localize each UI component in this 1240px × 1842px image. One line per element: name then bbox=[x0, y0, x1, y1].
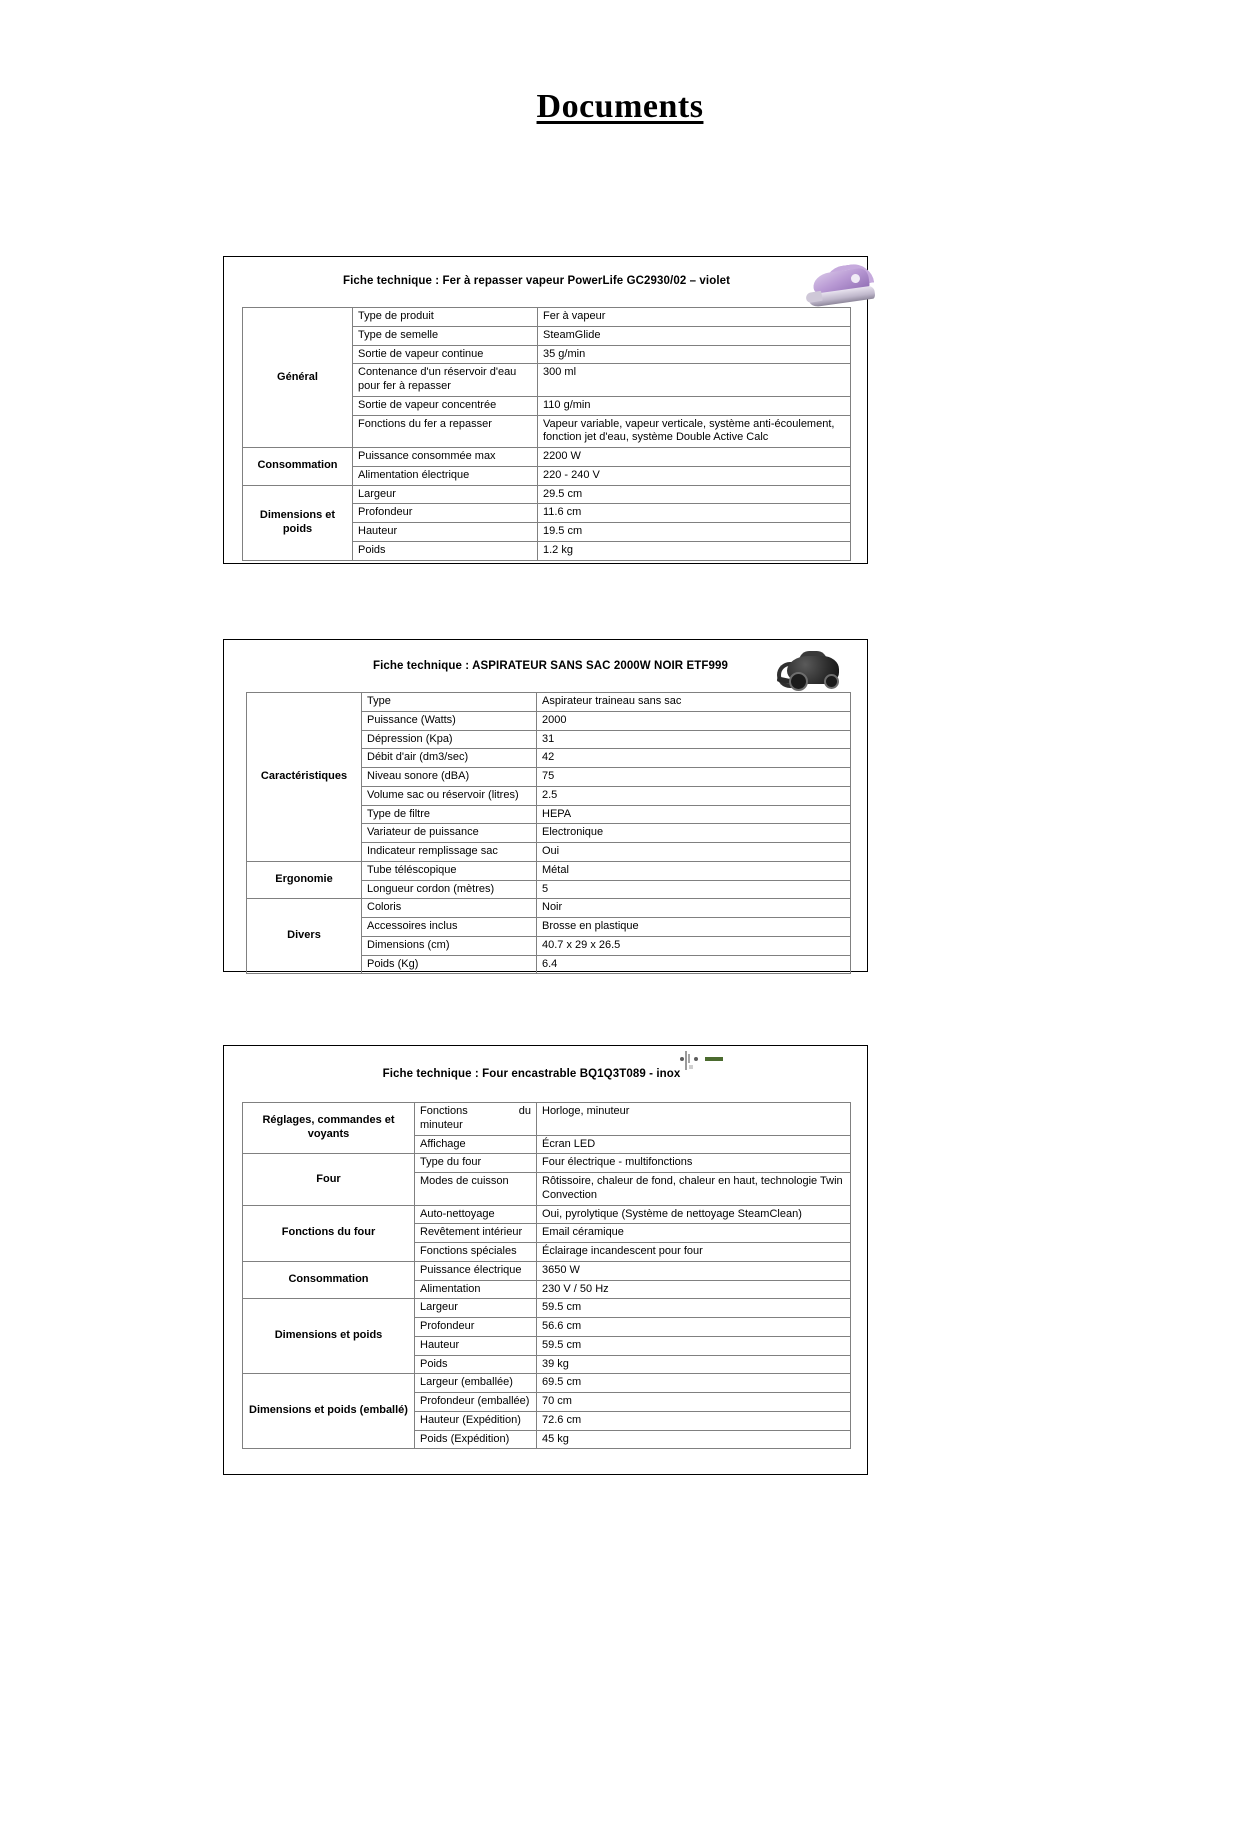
table-row bbox=[243, 1154, 851, 1173]
spec-key: Modes de cuisson bbox=[415, 1173, 537, 1206]
spec-key: Auto-nettoyage bbox=[415, 1205, 537, 1224]
spec-value: Aspirateur traineau sans sac bbox=[537, 693, 851, 712]
spec-key: Alimentation bbox=[415, 1280, 537, 1299]
spec-key: Profondeur bbox=[353, 504, 538, 523]
spec-value: 19.5 cm bbox=[538, 523, 851, 542]
spec-category: Caractéristiques bbox=[247, 693, 362, 862]
spec-value: 230 V / 50 Hz bbox=[537, 1280, 851, 1299]
spec-category: Consommation bbox=[243, 1261, 415, 1299]
spec-category: Dimensions et poids bbox=[243, 1299, 415, 1374]
spec-value: Vapeur variable, vapeur verticale, système anti-écoulement, fonction jet d'eau, système Double Active Calc bbox=[538, 415, 851, 448]
spec-value: 35 g/min bbox=[538, 345, 851, 364]
spec-value: 75 bbox=[537, 768, 851, 787]
table-row bbox=[243, 1103, 851, 1136]
table-row bbox=[247, 861, 851, 880]
spec-value: Four électrique - multifonctions bbox=[537, 1154, 851, 1173]
spec-key: Volume sac ou réservoir (litres) bbox=[362, 786, 537, 805]
spec-sheet-vacuum bbox=[223, 639, 868, 972]
spec-value: 31 bbox=[537, 730, 851, 749]
spec-category: Ergonomie bbox=[247, 861, 362, 899]
spec-category: Dimensions et poids bbox=[243, 485, 353, 560]
spec-key: Type de semelle bbox=[353, 326, 538, 345]
spec-key: Puissance consommée max bbox=[353, 448, 538, 467]
table-row bbox=[243, 448, 851, 467]
spec-key: Puissance (Watts) bbox=[362, 711, 537, 730]
spec-value: 42 bbox=[537, 749, 851, 768]
spec-category: Général bbox=[243, 308, 353, 448]
spec-value: 39 kg bbox=[537, 1355, 851, 1374]
spec-sheet-header bbox=[224, 640, 867, 682]
table-row bbox=[247, 693, 851, 712]
spec-key: Alimentation électrique bbox=[353, 466, 538, 485]
spec-sheet-header bbox=[224, 1046, 867, 1096]
spec-key bbox=[415, 1103, 537, 1136]
spec-sheet-oven bbox=[223, 1045, 868, 1475]
spec-value: 2000 bbox=[537, 711, 851, 730]
spec-value: 6.4 bbox=[537, 955, 851, 974]
spec-value: Brosse en plastique bbox=[537, 918, 851, 937]
spec-key-part-right: du bbox=[518, 1105, 531, 1117]
table-row bbox=[243, 308, 851, 327]
spec-key: Poids (Kg) bbox=[362, 955, 537, 974]
spec-sheet-header bbox=[224, 257, 867, 297]
spec-key: Sortie de vapeur concentrée bbox=[353, 396, 538, 415]
spec-key: Poids bbox=[415, 1355, 537, 1374]
spec-value: 2200 W bbox=[538, 448, 851, 467]
spec-sheet-title: Fiche technique : Fer à repasser vapeur PowerLife GC2930/02 – violet bbox=[342, 275, 731, 287]
spec-value: 29.5 cm bbox=[538, 485, 851, 504]
spec-value: 220 - 240 V bbox=[538, 466, 851, 485]
spec-sheet-title: Fiche technique : Four encastrable BQ1Q3T089 - inox bbox=[382, 1068, 681, 1080]
spec-table-iron bbox=[242, 307, 851, 561]
spec-category: Consommation bbox=[243, 448, 353, 486]
spec-value: Horloge, minuteur bbox=[537, 1103, 851, 1136]
spec-value: Oui, pyrolytique (Système de nettoyage SteamClean) bbox=[537, 1205, 851, 1224]
spec-key: Largeur (emballée) bbox=[415, 1374, 537, 1393]
spec-value: Noir bbox=[537, 899, 851, 918]
spec-value: 5 bbox=[537, 880, 851, 899]
spec-key: Débit d'air (dm3/sec) bbox=[362, 749, 537, 768]
spec-value: 69.5 cm bbox=[537, 1374, 851, 1393]
spec-key-part-left: Fonctions bbox=[420, 1105, 468, 1117]
spec-key: Largeur bbox=[353, 485, 538, 504]
spec-key: Longueur cordon (mètres) bbox=[362, 880, 537, 899]
spec-key: Coloris bbox=[362, 899, 537, 918]
spec-key: Revêtement intérieur bbox=[415, 1224, 537, 1243]
spec-key: Hauteur bbox=[353, 523, 538, 542]
spec-key: Profondeur (emballée) bbox=[415, 1393, 537, 1412]
spec-value: Email céramique bbox=[537, 1224, 851, 1243]
spec-key: Dépression (Kpa) bbox=[362, 730, 537, 749]
spec-value: Éclairage incandescent pour four bbox=[537, 1243, 851, 1262]
spec-value: 45 kg bbox=[537, 1430, 851, 1449]
spec-key: Hauteur bbox=[415, 1336, 537, 1355]
spec-key: Type de filtre bbox=[362, 805, 537, 824]
spec-key: Puissance électrique bbox=[415, 1261, 537, 1280]
spec-key: Profondeur bbox=[415, 1318, 537, 1337]
page-title: Documents bbox=[536, 88, 704, 125]
spec-key: Type de produit bbox=[353, 308, 538, 327]
spec-table-oven bbox=[242, 1102, 851, 1449]
spec-sheet-iron bbox=[223, 256, 868, 564]
table-row bbox=[243, 1299, 851, 1318]
spec-value: 59.5 cm bbox=[537, 1299, 851, 1318]
spec-value: 300 ml bbox=[538, 364, 851, 397]
spec-sheet-title: Fiche technique : ASPIRATEUR SANS SAC 2000W NOIR ETF999 bbox=[372, 660, 729, 672]
spec-category: Dimensions et poids (emballé) bbox=[243, 1374, 415, 1449]
table-row bbox=[243, 485, 851, 504]
spec-category: Divers bbox=[247, 899, 362, 974]
spec-category: Réglages, commandes et voyants bbox=[243, 1103, 415, 1154]
spec-key: Poids (Expédition) bbox=[415, 1430, 537, 1449]
spec-key: Type bbox=[362, 693, 537, 712]
spec-value: Fer à vapeur bbox=[538, 308, 851, 327]
spec-key: Fonctions du fer a repasser bbox=[353, 415, 538, 448]
spec-table-vacuum bbox=[246, 692, 851, 974]
spec-key: Dimensions (cm) bbox=[362, 936, 537, 955]
table-row bbox=[243, 1374, 851, 1393]
spec-value: Oui bbox=[537, 843, 851, 862]
table-row bbox=[243, 1261, 851, 1280]
spec-key: Poids bbox=[353, 541, 538, 560]
spec-value: 59.5 cm bbox=[537, 1336, 851, 1355]
spec-value: 1.2 kg bbox=[538, 541, 851, 560]
table-row bbox=[247, 899, 851, 918]
spec-value: 56.6 cm bbox=[537, 1318, 851, 1337]
spec-key: Accessoires inclus bbox=[362, 918, 537, 937]
spec-key: Hauteur (Expédition) bbox=[415, 1411, 537, 1430]
spec-value: HEPA bbox=[537, 805, 851, 824]
spec-value: 11.6 cm bbox=[538, 504, 851, 523]
document-page bbox=[0, 88, 1240, 1842]
spec-category: Four bbox=[243, 1154, 415, 1205]
spec-value: 72.6 cm bbox=[537, 1411, 851, 1430]
spec-value: Rôtissoire, chaleur de fond, chaleur en haut, technologie Twin Convection bbox=[537, 1173, 851, 1206]
spec-key: Tube téléscopique bbox=[362, 861, 537, 880]
spec-key: Fonctions spéciales bbox=[415, 1243, 537, 1262]
spec-key: Contenance d'un réservoir d'eau pour fer à repasser bbox=[353, 364, 538, 397]
spec-value: Electronique bbox=[537, 824, 851, 843]
spec-value: SteamGlide bbox=[538, 326, 851, 345]
table-row bbox=[243, 1205, 851, 1224]
spec-key: Variateur de puissance bbox=[362, 824, 537, 843]
spec-key: Sortie de vapeur continue bbox=[353, 345, 538, 364]
spec-value: 40.7 x 29 x 26.5 bbox=[537, 936, 851, 955]
spec-value: 70 cm bbox=[537, 1393, 851, 1412]
spec-key: Affichage bbox=[415, 1135, 537, 1154]
spec-key-second-line: minuteur bbox=[420, 1118, 463, 1131]
spec-value: 2.5 bbox=[537, 786, 851, 805]
spec-key: Type du four bbox=[415, 1154, 537, 1173]
spec-value: 3650 W bbox=[537, 1261, 851, 1280]
built-in-oven-image bbox=[685, 1052, 687, 1070]
spec-key: Largeur bbox=[415, 1299, 537, 1318]
spec-category: Fonctions du four bbox=[243, 1205, 415, 1261]
spec-value: Métal bbox=[537, 861, 851, 880]
spec-value: Écran LED bbox=[537, 1135, 851, 1154]
spec-value: 110 g/min bbox=[538, 396, 851, 415]
spec-key: Niveau sonore (dBA) bbox=[362, 768, 537, 787]
spec-key: Indicateur remplissage sac bbox=[362, 843, 537, 862]
